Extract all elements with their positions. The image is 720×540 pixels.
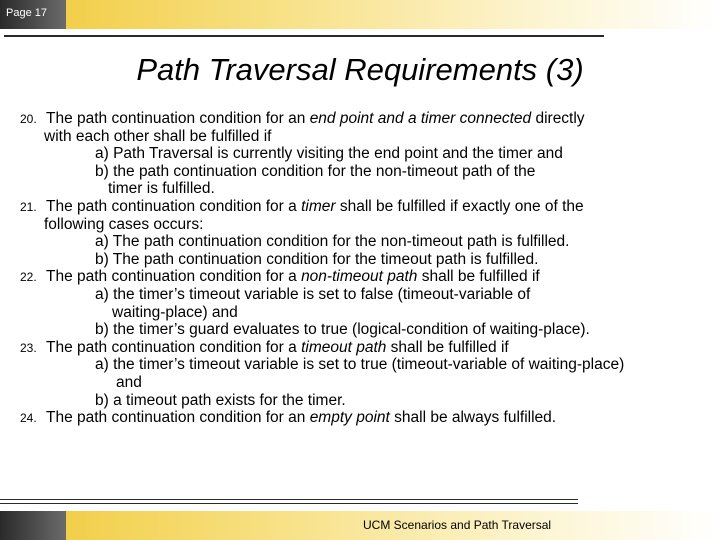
- requirement-item: 24. The path continuation condition for an empty point shall be always fulfilled.: [20, 409, 557, 427]
- requirement-item: 22. The path continuation condition for a non-timeout path shall be fulfilled if a) the timer’s timeout variable is set to false (timeout-variable of waiting-place) and b) the timer’s guard evaluates to true (logical-condition of waiting-place).: [20, 268, 590, 339]
- header-rule: [4, 35, 604, 37]
- item-number: 23.: [20, 340, 37, 355]
- requirement-item: 23. The path continuation condition for a timeout path shall be fulfilled if a) the timer’s timeout variable is set to true (timeout-variable of waiting-place) and b) a timeout path exists for the timer.: [20, 338, 625, 409]
- item-number: 20.: [20, 112, 37, 126]
- requirement-item: 21. The path continuation condition for a timer shall be fulfilled if exactly one of the following cases occurs: a) The path continuation condition for the non-timeout path is fulfilled. b) The path continuation condition for the timeout path is fulfilled.: [20, 197, 584, 268]
- header-gold-band: [66, 0, 720, 29]
- footer-rule-bottom: [0, 503, 578, 504]
- requirement-item: 20. The path continuation condition for an end point and a timer connected directly with each other shall be fulfilled if a) Path Traversal is currently visiting the end point and the timer and b) the path continuation condition for the non-timeout path of the timer is fulfilled.: [20, 110, 585, 198]
- item-number: 24.: [20, 411, 37, 426]
- footer-title: UCM Scenarios and Path Traversal: [363, 518, 552, 532]
- item-number: 22.: [20, 270, 37, 285]
- footer-dark-block: [0, 511, 66, 540]
- page-number: Page 17: [6, 7, 47, 19]
- header-dark-block: [0, 0, 66, 29]
- slide-title: Path Traversal Requirements (3): [136, 52, 584, 87]
- requirements-list: [20, 110, 720, 427]
- item-number: 21.: [20, 199, 37, 214]
- footer-rule-top: [0, 499, 578, 500]
